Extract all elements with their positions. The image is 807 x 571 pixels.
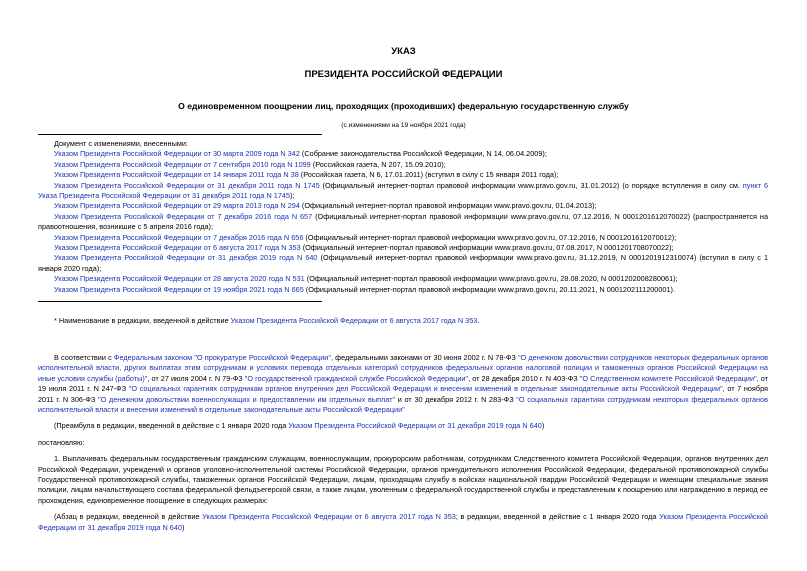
edition-note-link[interactable]: Указом Президента Российской Федерации от 31 декабря 2019 года N 640 <box>288 421 542 431</box>
footnote-prefix: * Наименование в редакции, введенной в действие <box>54 316 231 325</box>
change-item-link[interactable]: Указом Президента Российской Федерации от 6 августа 2017 года N 353 <box>54 243 301 253</box>
preamble-text: , федеральными законами от 30 июня 2002 г. N 78-ФЗ <box>330 353 518 362</box>
change-item-text: (Официальный интернет-портал правовой информации www.pravo.gov.ru, 01.04.2013); <box>299 201 597 211</box>
change-item-text: (Собрание законодательства Российской Федерации, N 14, 06.04.2009); <box>299 149 547 159</box>
document-heading: О единовременном поощрении лиц, проходящих (проходивших) федеральную государственную службу <box>178 101 629 111</box>
change-item-link[interactable]: Указом Президента Российской Федерации от 7 декабря 2016 года N 657 <box>54 211 313 221</box>
change-item-link[interactable]: Указом Президента Российской Федерации от 7 сентября 2010 года N 1099 <box>54 159 311 169</box>
changes-date: (с изменениями на 19 ноября 2021 года) <box>341 122 466 129</box>
change-item-link[interactable]: Указом Президента Российской Федерации от 30 марта 2009 года N 342 <box>54 149 300 159</box>
change-item <box>38 285 768 295</box>
edition-note-text: ) <box>541 421 545 431</box>
change-item <box>38 160 768 170</box>
change-item-link[interactable]: Указом Президента Российской Федерации от 14 января 2011 года N 38 <box>54 170 299 180</box>
change-item-text: (Официальный интернет-портал правовой информации www.pravo.gov.ru, 07.12.2016, N 0001201612070022) (распространяется на правоотношения, возникшие с 5 апреля 2016 года); <box>38 211 768 232</box>
change-item <box>38 243 768 253</box>
change-item-link[interactable]: Указом Президента Российской Федерации от 31 декабря 2019 года N 640 <box>54 253 318 263</box>
edition-note-link[interactable]: Указом Президента Российской Федерации от 6 августа 2017 года N 353 <box>202 512 456 522</box>
edition-note-link[interactable]: Указом Президента Российской Федерации от 31 декабря 2019 года N 640 <box>38 512 768 532</box>
preamble-edition-note <box>38 421 768 431</box>
edition-note-text: (Преамбула в редакции, введенной в действие с 1 января 2020 года <box>54 421 289 431</box>
change-item <box>38 212 768 233</box>
edition-note-text: (Абзац в редакции, введенной в действие <box>54 512 203 522</box>
preamble-text: , от 7 ноября 2011 г. N 306-ФЗ <box>38 384 768 404</box>
decree-verb: постановляю: <box>38 437 85 447</box>
change-item <box>38 149 768 159</box>
footnote-suffix: . <box>477 316 480 325</box>
preamble-text: В соответствии с <box>54 353 114 362</box>
law-link-police-guarantees[interactable]: "О социальных гарантиях сотрудникам органов внутренних дел Российской Федерации и внесении изменений в отдельные законодательные акты Российской Федерации" <box>128 384 723 394</box>
document-type-title: УКАЗ <box>391 46 416 57</box>
change-item-link[interactable]: Указом Президента Российской Федерации от 7 декабря 2016 года N 656 <box>54 232 304 242</box>
changes-intro: Документ с изменениями, внесенными: <box>54 139 188 148</box>
change-item-text: ); <box>290 191 295 201</box>
change-item <box>38 181 768 202</box>
divider-bottom <box>38 301 322 302</box>
change-item <box>38 274 768 284</box>
change-item-text: (Официальный интернет-портал правовой информации www.pravo.gov.ru, 07.12.2016, N 0001201612070012); <box>303 232 677 242</box>
edition-note-text: ) <box>181 522 185 532</box>
change-item-link[interactable]: Указом Президента Российской Федерации от 19 ноября 2021 года N 665 <box>54 284 304 294</box>
law-link-military-allowance[interactable]: "О денежном довольствии военнослужащих и предоставлении им отдельных выплат" <box>98 394 396 404</box>
change-item-link[interactable]: Указом Президента Российской Федерации от 29 марта 2013 года N 294 <box>54 201 300 211</box>
change-item-text: (Российская газета, N 207, 15.09.2010); <box>310 159 446 169</box>
change-item <box>38 201 768 211</box>
change-item-clause-link[interactable]: пункт 6 Указа Президента Российской Федерации от 31 декабря 2011 года N 1745 <box>38 180 768 201</box>
law-link-civil-service[interactable]: "О государственной гражданской службе Российской Федерации" <box>244 373 469 383</box>
footnote-link[interactable]: Указом Президента Российской Федерации от 6 августа 2017 года N 353 <box>230 316 478 325</box>
edition-note-text: ; в редакции, введенной в действие с 1 января 2020 года <box>455 512 660 522</box>
change-item <box>38 253 768 274</box>
preamble-text: , от 28 декабря 2010 г. N 403-ФЗ <box>468 373 580 383</box>
law-link-social-guarantees[interactable]: "О социальных гарантиях сотрудникам некоторых федеральных органов исполнительной власти и внесении изменений в отдельные законодательные акты Российской Федерации" <box>38 394 768 415</box>
preamble-text: , от 19 июля 2011 г. N 247-ФЗ <box>38 373 769 394</box>
change-item-link[interactable]: Указом Президента Российской Федерации от 28 августа 2020 года N 531 <box>54 274 305 284</box>
law-link-investigative-committee[interactable]: "О Следственном комитете Российской Федерации" <box>579 373 757 383</box>
changes-items <box>38 149 768 295</box>
issuer-title: ПРЕЗИДЕНТА РОССИЙСКОЙ ФЕДЕРАЦИИ <box>304 69 503 80</box>
change-item-text: (Официальный интернет-портал правовой информации www.pravo.gov.ru, 07.08.2017, N 0001201708070022); <box>300 243 674 253</box>
change-item-text: (Официальный интернет-портал правовой информации www.pravo.gov.ru, 28.08.2020, N 0001202008280061); <box>304 274 678 284</box>
clause-1-edition-note <box>38 512 768 533</box>
changes-list <box>38 139 768 295</box>
change-item-text: (Российская газета, N 6, 17.01.2011) (вступил в силу с 15 января 2011 года); <box>298 170 559 180</box>
clause-1: 1. Выплачивать федеральным государственным гражданским служащим, военнослужащим, прокурорским работникам, сотрудникам Следственного комитета Российской Федерации, органов внутренних дел Российской Федерации, учреждений и органов уголовно-исполнительной системы Российской Федерации, органов принудительного исполнения Российской Федерации, федеральной противопожарной службы Государственной противопожарной службы, таможенных органов Российской Федерации, лицам, проходящим службу в войсках национальной гвардии Российской Федерации и имеющим специальные звания полиции, лицам начальствующего состава федеральной фельдъегерской связи, а также лицам, уволенным с федеральной государственной службы и представленным к поощрению или награждению в период ее прохождения, единовременное поощрение в следующих размерах: <box>38 454 768 505</box>
change-item <box>38 170 768 180</box>
change-item-text: (Официальный интернет-портал правовой информации www.pravo.gov.ru, 31.01.2012) (о порядке вступления в силу см. <box>319 180 743 190</box>
change-item <box>38 233 768 243</box>
change-item-text: (Официальный интернет-портал правовой информации www.pravo.gov.ru, 20.11.2021, N 0001202111200001). <box>303 284 675 294</box>
law-link-prosecutor[interactable]: Федеральным законом "О прокуратуре Российской Федерации" <box>113 353 331 362</box>
preamble-text: и от 30 декабря 2012 г. N 283-ФЗ <box>395 394 517 404</box>
change-item-link[interactable]: Указом Президента Российской Федерации от 31 декабря 2011 года N 1745 <box>54 180 320 190</box>
footnote <box>38 316 768 326</box>
divider-top <box>38 134 322 135</box>
change-item-text: (Официальный интернет-портал правовой информации www.pravo.gov.ru, 31.12.2019, N 0001201912310074) (вступил в силу с 1 января 2020 года); <box>38 253 768 273</box>
document-body <box>38 353 768 533</box>
law-link-monetary-allowance[interactable]: "О денежном довольствии сотрудников некоторых федеральных органов исполнительной власти, других выплатах этим сотрудникам и условиях перевода отдельных категорий сотрудников федеральных органов налоговой полиции и таможенных органов Российской Федерации на иные условия службы (работы)" <box>38 353 769 383</box>
preamble-paragraph <box>38 353 768 415</box>
preamble-text: , от 27 июля 2004 г. N 79-ФЗ <box>147 373 245 383</box>
